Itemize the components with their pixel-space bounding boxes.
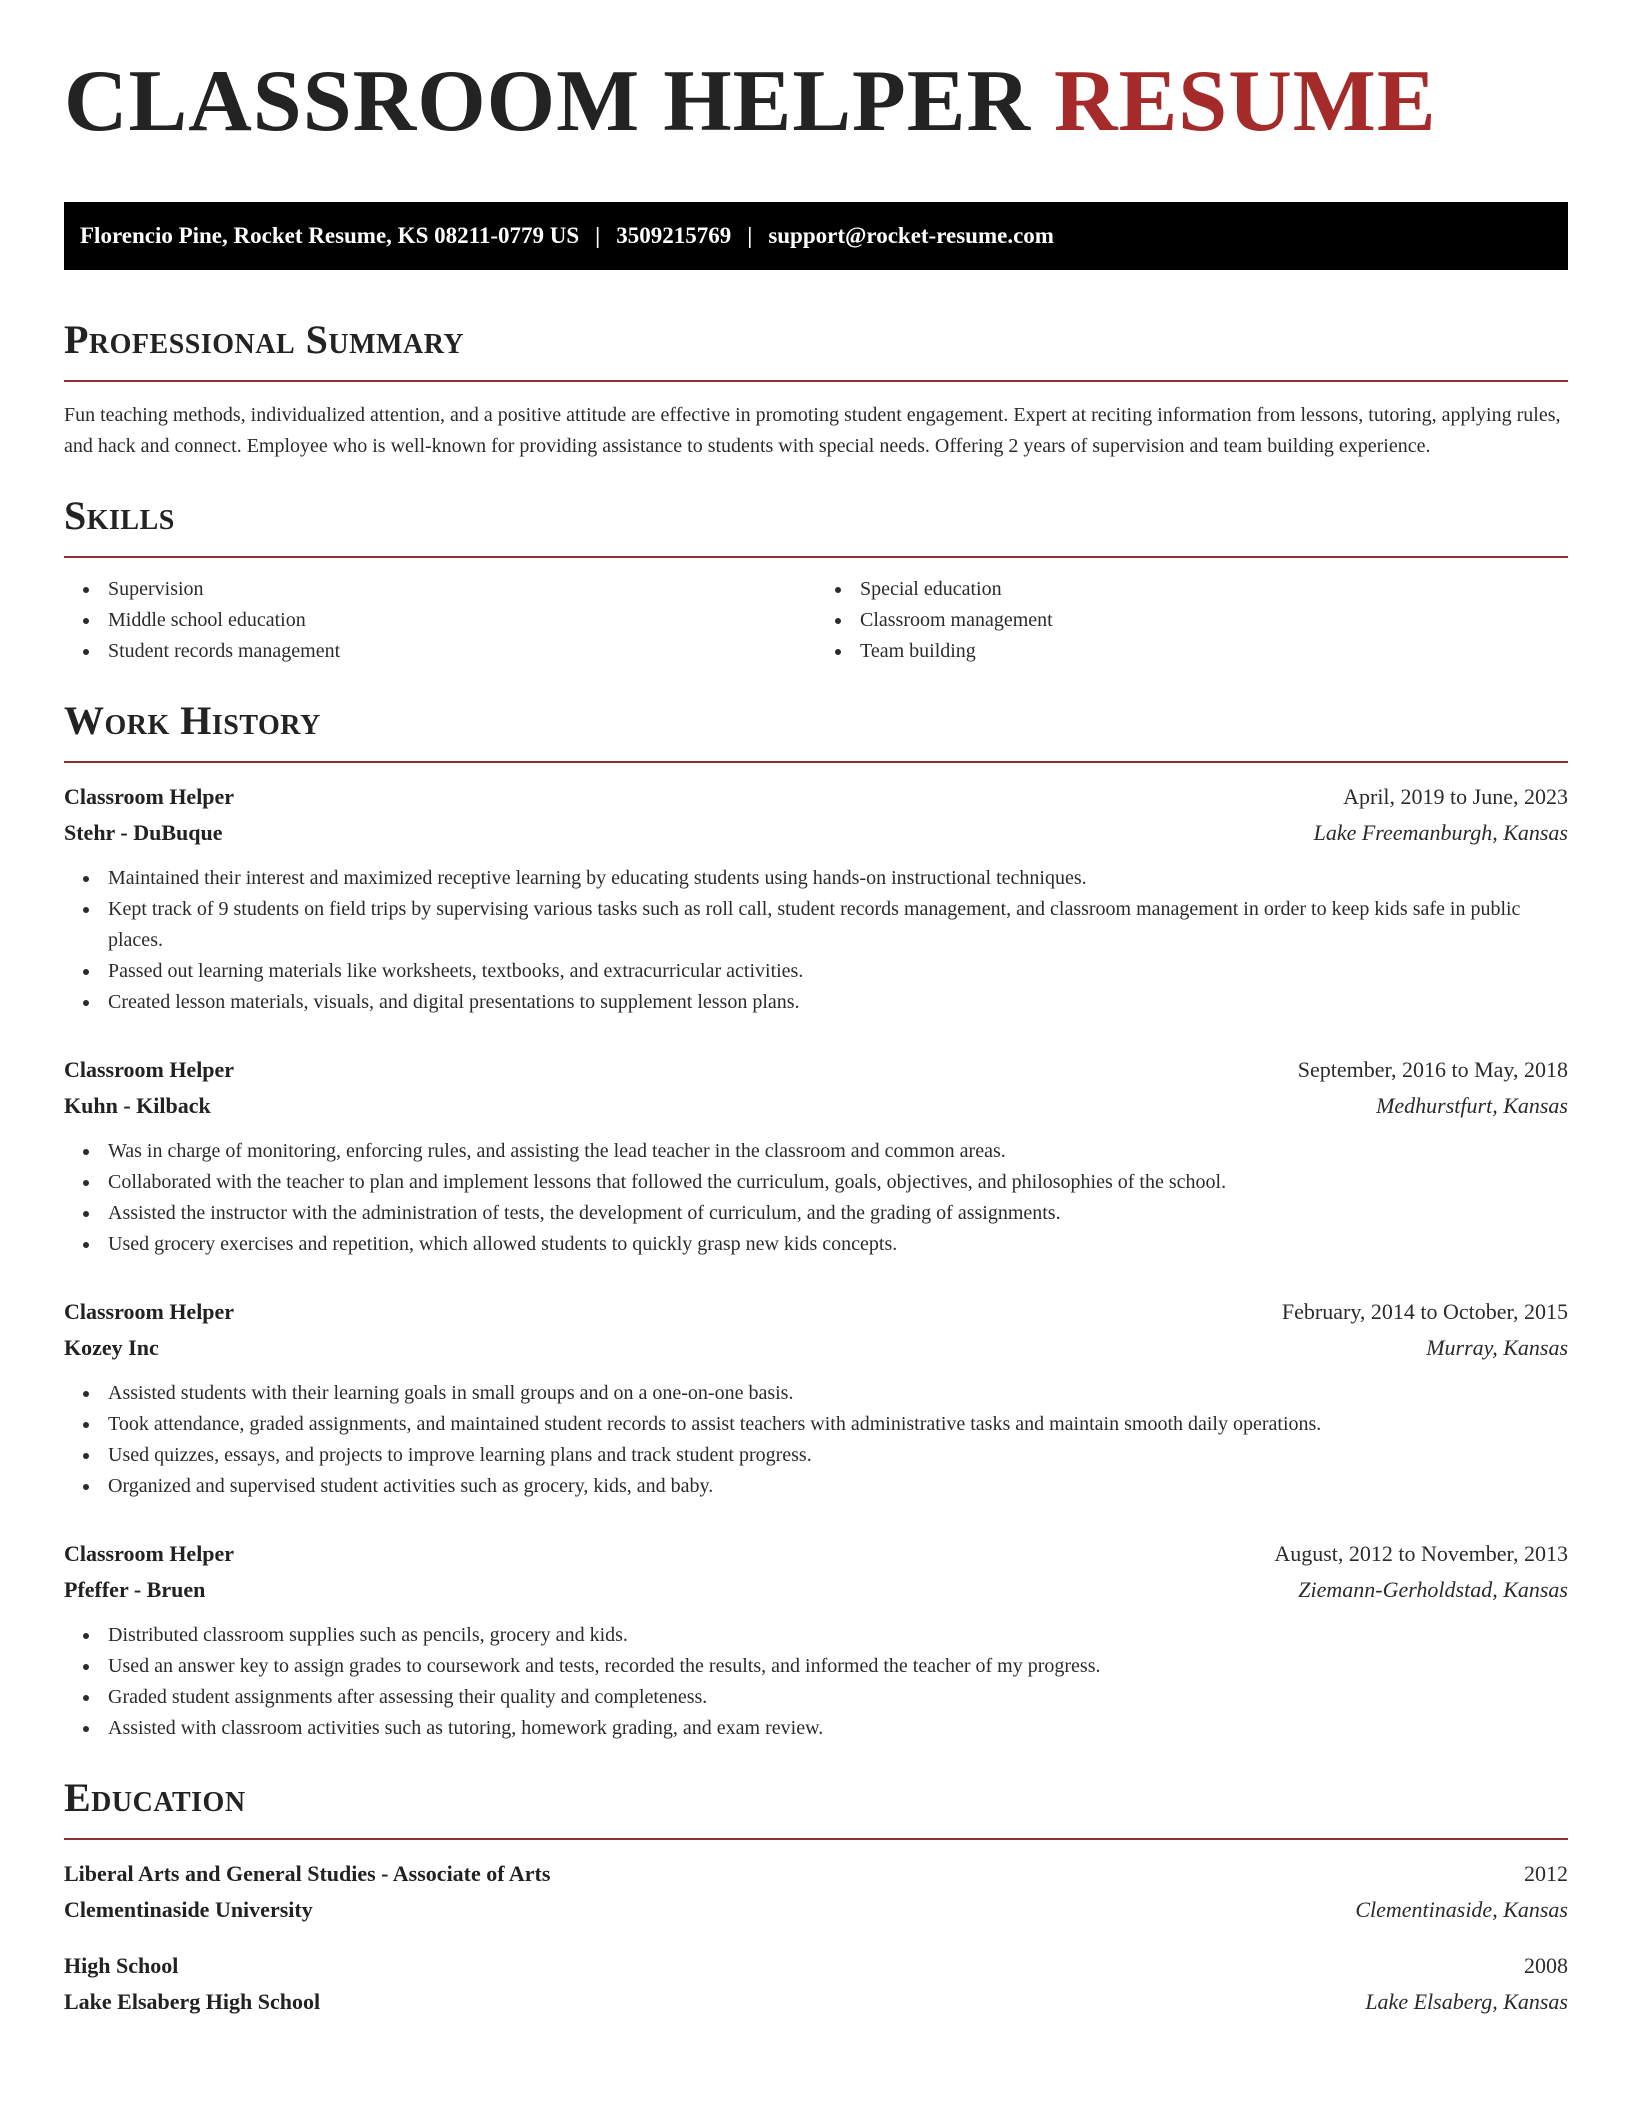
job-header-row (64, 1052, 1568, 1088)
skills-section (64, 492, 1568, 667)
section-divider (64, 556, 1568, 558)
job-header-row (64, 779, 1568, 815)
contact-separator: | (747, 223, 753, 248)
job-title: Classroom Helper (64, 1541, 235, 1566)
job-company-row (64, 815, 1568, 851)
job-entry (64, 779, 1568, 1018)
skills-grid (64, 574, 1568, 667)
job-entry (64, 1536, 1568, 1744)
job-company: Stehr - DuBuque (64, 820, 223, 845)
job-bullets (64, 1620, 1568, 1744)
education-school-row (64, 1984, 1568, 2020)
summary-heading: Professional Summary (64, 317, 465, 362)
job-bullet: Assisted students with their learning goals in small groups and on a one-on-one basis. (108, 1378, 1568, 1409)
job-bullet: Used quizzes, essays, and projects to improve learning plans and track student progress. (108, 1440, 1568, 1471)
job-title: Classroom Helper (64, 784, 235, 809)
education-degree-row (64, 1948, 1568, 1984)
education-degree: High School (64, 1953, 179, 1978)
job-bullet: Used grocery exercises and repetition, which allowed students to quickly grasp new kids concepts. (108, 1229, 1568, 1260)
job-company-row (64, 1572, 1568, 1608)
job-bullet: Kept track of 9 students on field trips by supervising various tasks such as roll call, student records management, and classroom management in order to keep kids safe in public places. (108, 894, 1568, 956)
job-title: Classroom Helper (64, 1299, 235, 1324)
skill-item: Supervision (108, 574, 816, 605)
job-bullet: Distributed classroom supplies such as pencils, grocery and kids. (108, 1620, 1568, 1651)
section-divider (64, 380, 1568, 382)
section-divider (64, 761, 1568, 763)
job-title: Classroom Helper (64, 1057, 235, 1082)
job-bullet: Organized and supervised student activities such as grocery, kids, and baby. (108, 1471, 1568, 1502)
job-company-row (64, 1088, 1568, 1124)
skill-item: Classroom management (860, 605, 1568, 636)
title-accent: RESUME (1054, 53, 1437, 150)
job-location: Lake Freemanburgh, Kansas (1313, 820, 1568, 845)
skill-item: Team building (860, 636, 1568, 667)
job-location: Medhurstfurt, Kansas (1376, 1093, 1568, 1118)
job-bullet: Collaborated with the teacher to plan and implement lessons that followed the curriculum, goals, objectives, and philosophies of the school. (108, 1167, 1568, 1198)
job-company: Kuhn - Kilback (64, 1093, 211, 1118)
job-header-row (64, 1536, 1568, 1572)
job-dates: February, 2014 to October, 2015 (1281, 1299, 1568, 1324)
job-bullet: Took attendance, graded assignments, and maintained student records to assist teachers with administrative tasks and maintain smooth daily operations. (108, 1409, 1568, 1440)
education-entry (64, 1856, 1568, 1928)
contact-separator: | (595, 223, 601, 248)
job-location: Ziemann-Gerholdstad, Kansas (1298, 1577, 1568, 1602)
job-bullets (64, 863, 1568, 1018)
resume-title (64, 52, 1568, 152)
job-dates: September, 2016 to May, 2018 (1297, 1057, 1568, 1082)
education-degree: Liberal Arts and General Studies - Associate of Arts (64, 1861, 551, 1886)
job-bullet: Assisted with classroom activities such as tutoring, homework grading, and exam review. (108, 1713, 1568, 1744)
education-entry (64, 1948, 1568, 2020)
skills-column-left (64, 574, 816, 667)
job-company: Kozey Inc (64, 1335, 159, 1360)
job-bullet: Maintained their interest and maximized receptive learning by educating students using hands-on instructional techniques. (108, 863, 1568, 894)
summary-text: Fun teaching methods, individualized attention, and a positive attitude are effective in promoting student engagement. Expert at reciting information from lessons, tutoring, applying rules, and hack and connect. Employee who is well-known for providing assistance to students with special needs. Offering 2 years of supervision and team building experience. (64, 404, 1561, 457)
job-entry (64, 1052, 1568, 1260)
education-degree-row (64, 1856, 1568, 1892)
job-header-row (64, 1294, 1568, 1330)
job-dates: August, 2012 to November, 2013 (1274, 1541, 1568, 1566)
skills-heading: Skills (64, 493, 175, 538)
section-divider (64, 1838, 1568, 1840)
skill-item: Middle school education (108, 605, 816, 636)
work-history-section (64, 697, 1568, 1744)
job-bullet: Passed out learning materials like worksheets, textbooks, and extracurricular activities. (108, 956, 1568, 987)
job-entry (64, 1294, 1568, 1502)
contact-email: support@rocket-resume.com (768, 223, 1054, 248)
skills-column-right (816, 574, 1568, 667)
work-history-heading: Work History (64, 698, 321, 743)
education-heading: Education (64, 1775, 246, 1820)
job-bullet: Was in charge of monitoring, enforcing rules, and assisting the lead teacher in the classroom and common areas. (108, 1136, 1568, 1167)
summary-section (64, 316, 1568, 462)
contact-address: Florencio Pine, Rocket Resume, KS 08211-0779 US (80, 223, 580, 248)
contact-bar (64, 202, 1568, 270)
education-location: Clementinaside, Kansas (1355, 1897, 1568, 1922)
job-bullets (64, 1136, 1568, 1260)
education-year: 2012 (1524, 1861, 1568, 1886)
skill-item: Student records management (108, 636, 816, 667)
education-school: Clementinaside University (64, 1897, 313, 1922)
education-school: Lake Elsaberg High School (64, 1989, 321, 2014)
job-bullet: Graded student assignments after assessing their quality and completeness. (108, 1682, 1568, 1713)
job-company-row (64, 1330, 1568, 1366)
skill-item: Special education (860, 574, 1568, 605)
job-bullets (64, 1378, 1568, 1502)
job-bullet: Used an answer key to assign grades to coursework and tests, recorded the results, and informed the teacher of my progress. (108, 1651, 1568, 1682)
education-school-row (64, 1892, 1568, 1928)
job-dates: April, 2019 to June, 2023 (1343, 784, 1568, 809)
job-location: Murray, Kansas (1426, 1335, 1568, 1360)
contact-phone: 3509215769 (616, 223, 732, 248)
education-year: 2008 (1524, 1953, 1568, 1978)
job-company: Pfeffer - Bruen (64, 1577, 206, 1602)
title-main: CLASSROOM HELPER (64, 53, 1032, 150)
education-location: Lake Elsaberg, Kansas (1365, 1989, 1568, 2014)
job-bullet: Assisted the instructor with the administration of tests, the development of curriculum, and the grading of assignments. (108, 1198, 1568, 1229)
education-section (64, 1774, 1568, 2020)
job-bullet: Created lesson materials, visuals, and digital presentations to supplement lesson plans. (108, 987, 1568, 1018)
